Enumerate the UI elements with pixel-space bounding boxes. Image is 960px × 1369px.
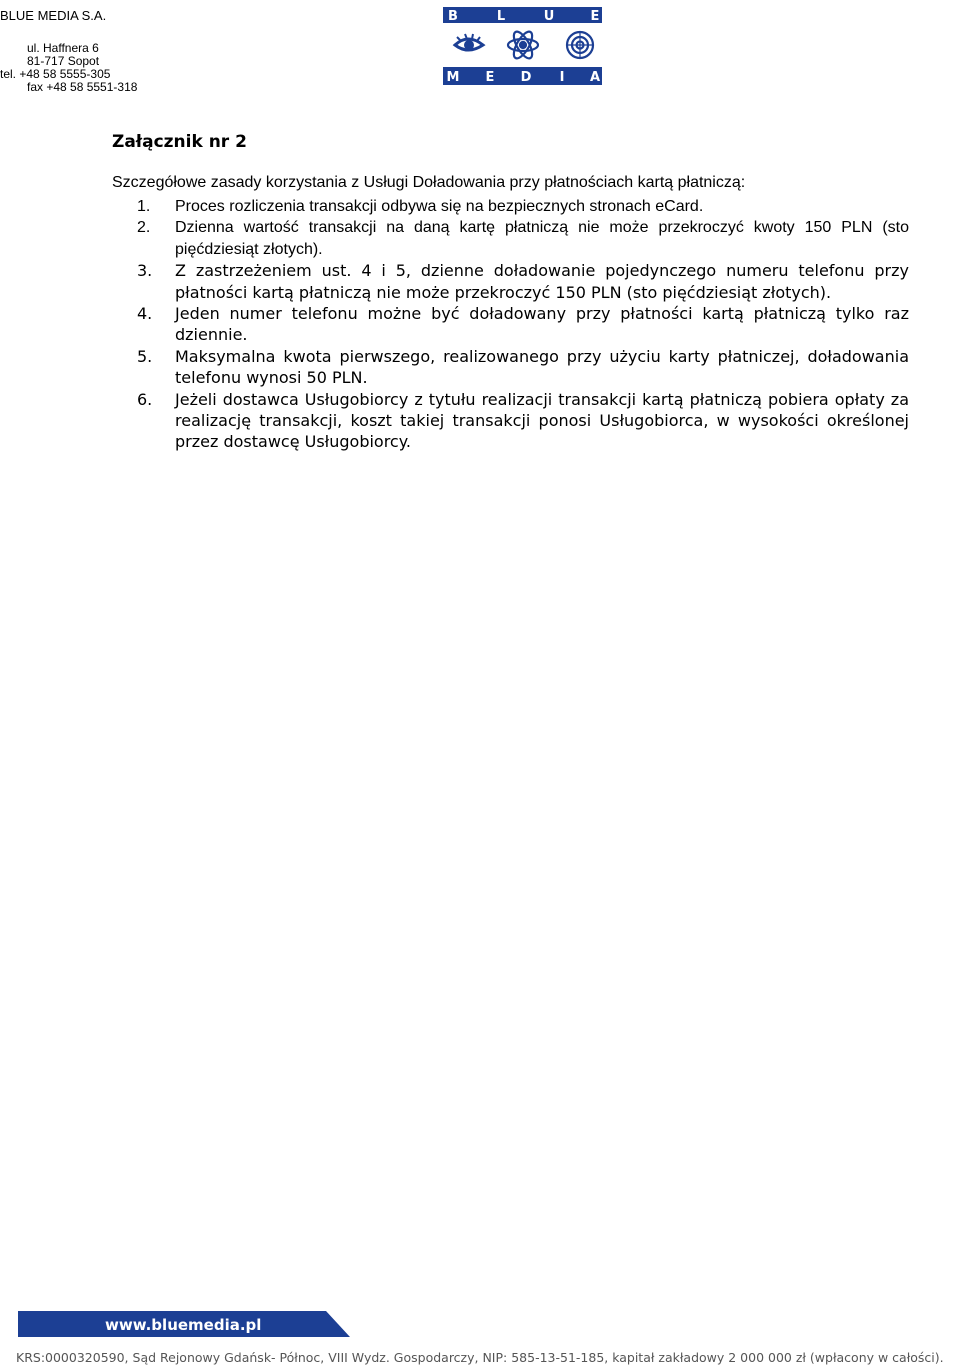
- intro-text: Szczegółowe zasady korzystania z Usługi Doładowania przy płatnościach kartą płatniczą:: [112, 174, 746, 191]
- list-item: [137, 260, 909, 303]
- atom-icon: [508, 29, 538, 61]
- list-item: [137, 196, 909, 217]
- list-item-number: 6.: [137, 389, 153, 409]
- company-registration: KRS:0000320590, Sąd Rejonowy Gdańsk- Północ, VIII Wydz. Gospodarczy, NIP: 585-13-51-185, kapitał zakładowy 2 000 000 zł (wpłacony w całości).: [16, 1350, 944, 1365]
- address-street: ul. Haffnera 6: [27, 41, 99, 55]
- rules-list: [137, 196, 909, 453]
- address-phone: tel. +48 58 5555-305: [0, 67, 111, 81]
- logo-letter-m: M: [446, 70, 460, 85]
- list-item: [137, 346, 909, 389]
- logo-letter-b: B: [448, 9, 458, 24]
- document-title: Załącznik nr 2: [112, 132, 247, 152]
- shell-icon: [567, 32, 593, 58]
- website-banner: [18, 1311, 350, 1337]
- address-fax: fax +48 58 5551-318: [27, 80, 138, 94]
- list-item: [137, 217, 909, 260]
- logo-letter-d: D: [520, 70, 532, 85]
- list-item-number: 2.: [137, 219, 151, 237]
- list-item-text: Jeden numer telefonu możne być doładowany przy płatności kartą płatniczą tylko raz dziennie.: [175, 304, 909, 345]
- logo-letter-u: U: [543, 9, 555, 24]
- blue-media-logo: [443, 7, 602, 85]
- list-item: [137, 389, 909, 453]
- logo-letter-i: I: [559, 70, 565, 85]
- logo-letter-e: E: [590, 9, 600, 24]
- list-item-text: Jeżeli dostawca Usługobiorcy z tytułu realizacji transakcji kartą płatniczą pobiera opłaty za realizację transakcji, koszt takiej transakcji ponosi Usługobiorca, w wysokości określonej przez dostawcę Usługobiorcy.: [175, 389, 909, 452]
- company-name: BLUE MEDIA S.A.: [0, 8, 107, 23]
- logo-letter-l: L: [496, 9, 506, 24]
- list-item-number: 1.: [137, 198, 151, 215]
- list-item-number: 5.: [137, 346, 153, 366]
- logo-letter-a: A: [589, 70, 601, 85]
- list-item-number: 4.: [137, 304, 153, 324]
- website-url: www.bluemedia.pl: [105, 1316, 262, 1334]
- list-item-number: 3.: [137, 261, 153, 281]
- address-city: 81-717 Sopot: [27, 54, 100, 68]
- list-item-text: Maksymalna kwota pierwszego, realizowanego przy użyciu karty płatniczej, doładowania telefonu wynosi 50 PLN.: [175, 346, 909, 388]
- eye-icon: [455, 34, 483, 50]
- list-item-text: Z zastrzeżeniem ust. 4 i 5, dzienne doładowanie pojedynczego numeru telefonu przy płatności kartą płatniczą nie może przekroczyć 150 PLN (sto pięćdziesiąt złotych).: [175, 261, 909, 302]
- list-item: [137, 303, 909, 346]
- list-item-text: Dzienna wartość transakcji na daną kartę płatniczą nie może przekroczyć kwoty 150 PLN (sto pięćdziesiąt złotych).: [175, 219, 909, 258]
- list-item-text: Proces rozliczenia transakcji odbywa się na bezpiecznych stronach eCard.: [175, 198, 704, 215]
- logo-letter-e2: E: [485, 70, 495, 85]
